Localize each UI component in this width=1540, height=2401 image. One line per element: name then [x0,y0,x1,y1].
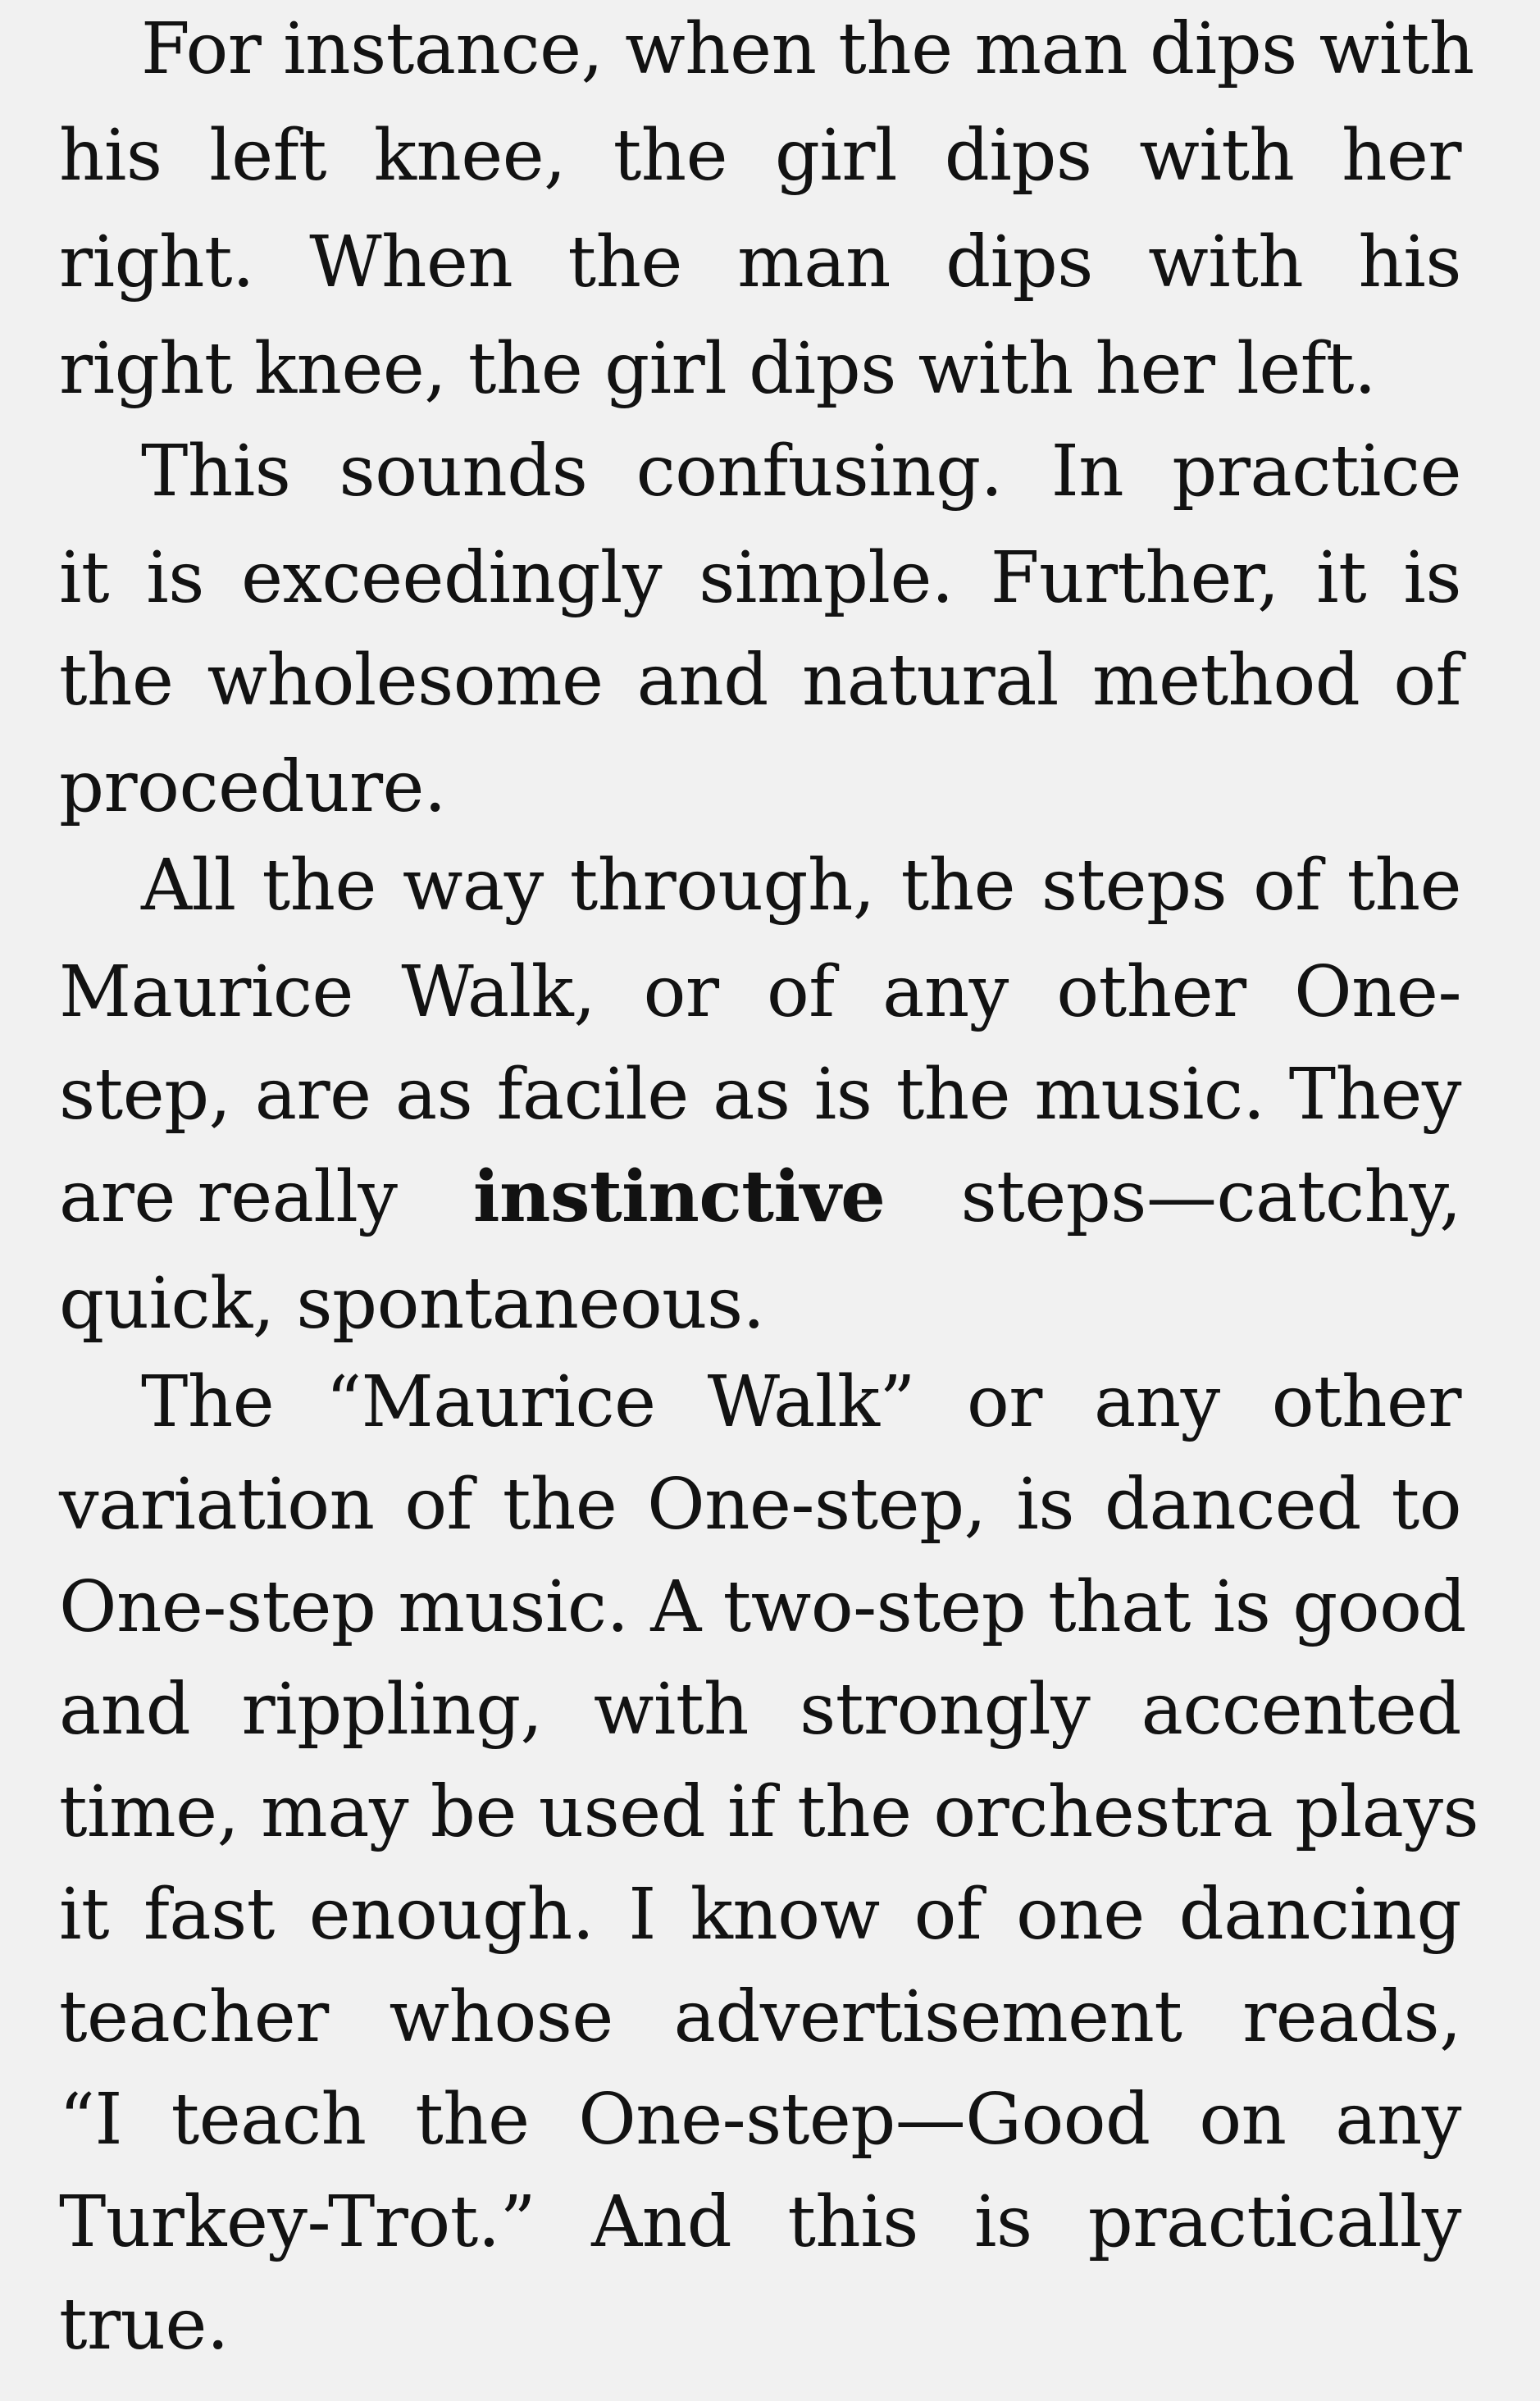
text-line: This sounds confusing. In practice [141,431,1461,513]
text-line: his left knee, the girl dips with her [59,115,1461,197]
text-line: it is exceedingly simple. Further, it is [59,537,1461,619]
text-line: For instance, when the man dips with [141,8,1474,90]
text-line: true. [59,2284,229,2366]
bold-word: instinctive [472,1155,886,1238]
text-line: step, are as facile as is the music. They [59,1054,1461,1136]
text-line: Turkey-Trot.” And this is practically [59,2181,1461,2263]
text-line: Maurice Walk, or of any other One- [59,951,1461,1033]
text-line: right knee, the girl dips with her left. [59,328,1376,410]
text-fragment: are really [59,1156,398,1238]
text-line: procedure. [59,746,446,828]
text-line: teacher whose advertisement reads, [59,1976,1461,2058]
text-line: variation of the One-step, is danced to [59,1464,1461,1546]
text-line: All the way through, the steps of the [141,845,1461,927]
text-line: quick, spontaneous. [59,1263,765,1345]
text-line: it fast enough. I know of one dancing [59,1874,1461,1956]
text-fragment: steps—catchy, [960,1156,1461,1238]
text-line: time, may be used if the orchestra plays [59,1771,1479,1853]
text-line: and rippling, with strongly accented [59,1669,1461,1751]
text-line: One-step music. A two-step that is good [59,1566,1466,1648]
text-line: The “Maurice Walk” or any other [141,1361,1461,1443]
text-line [59,1148,1461,1246]
text-line: the wholesome and natural method of [59,640,1461,722]
text-line: “I teach the One-step—Good on any [59,2079,1461,2161]
text-line: right. When the man dips with his [59,221,1461,303]
